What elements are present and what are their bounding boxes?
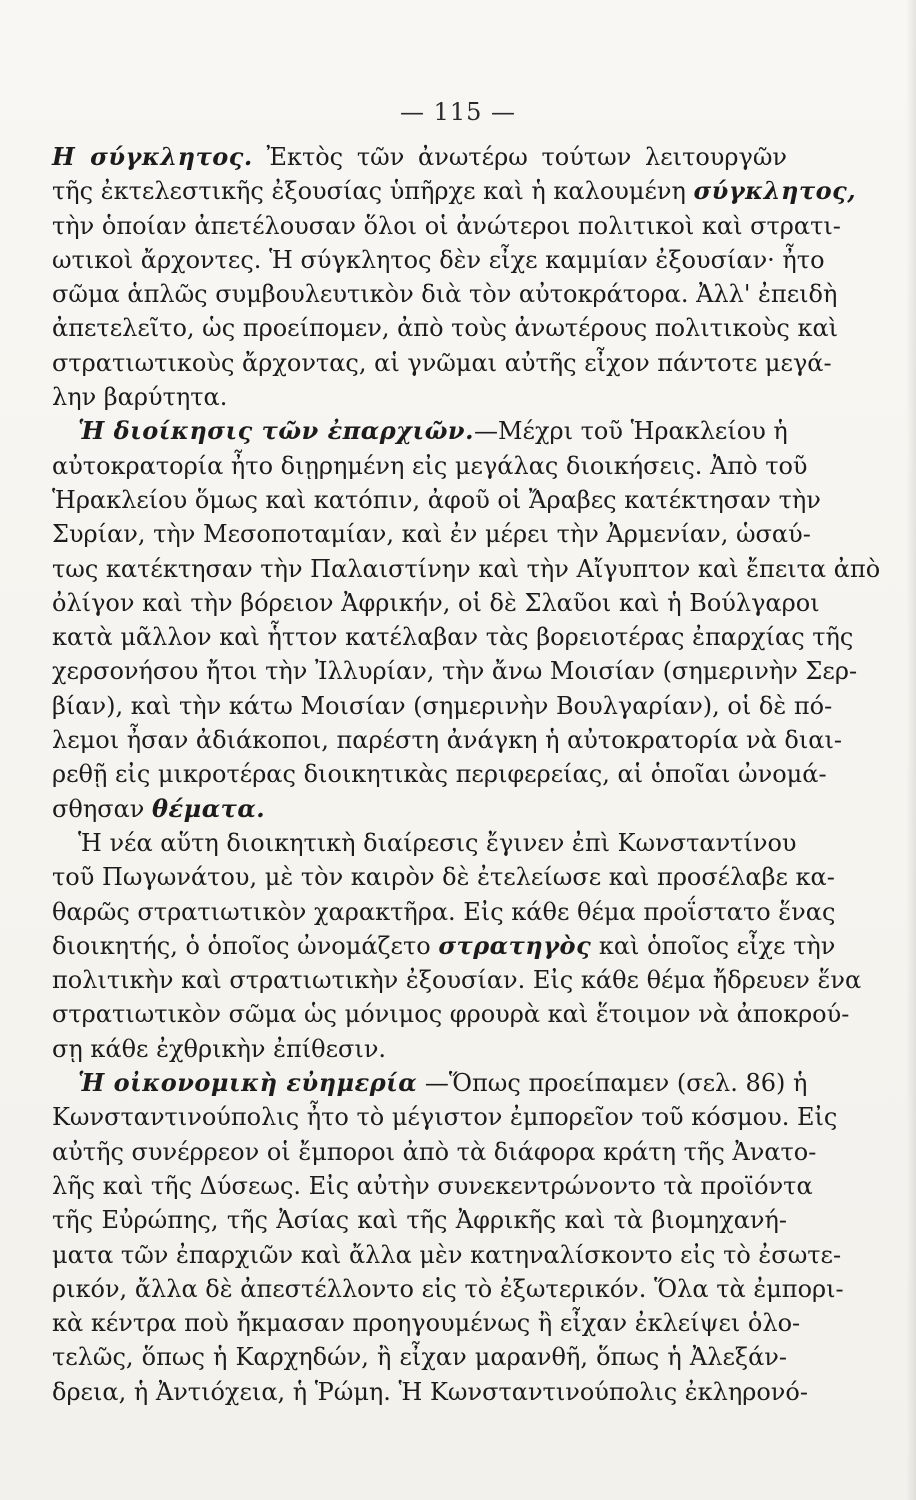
text-segment: —Μέχρι τοῦ Ἡρακλείου ἡ (473, 417, 788, 446)
text-segment: τοῦ Πωγωνάτου, μὲ τὸν καιρὸν δὲ ἐτελείωσε καὶ προσέλαβε κα- (52, 863, 835, 892)
page-body-text (52, 140, 881, 1409)
text-segment: ἀπετελεῖτο, ὡς προείπομεν, ἀπὸ τοὺς ἀνωτέρους πολιτικοὺς καὶ (52, 314, 839, 343)
text-line (52, 174, 857, 208)
text-segment: —Ὅπως προείπαμεν (σελ. 86) ἡ (417, 1069, 808, 1098)
text-segment: Ἐκτὸς τῶν ἀνωτέρω τούτων λειτουργῶν (252, 143, 787, 171)
text-line (52, 860, 835, 894)
text-line (52, 1032, 787, 1066)
text-line (52, 1238, 842, 1272)
text-line (52, 1169, 813, 1203)
text-segment: ωτικοὶ ἄρχοντες. Ἡ σύγκλητος δὲν εἶχε καμμίαν ἐξουσίαν· ἦτο (52, 245, 825, 274)
text-segment: λῆς καὶ τῆς Δύσεως. Εἰς αὐτὴν συνεκεντρώνοντο τὰ προϊόντα (52, 1171, 813, 1200)
text-segment: τὴν ὁποίαν ἀπετέλουσαν ὅλοι οἱ ἀνώτεροι πολιτικοὶ καὶ στρατι- (52, 211, 841, 240)
text-segment: δρεια, ἡ Ἀντιόχεια, ἡ Ῥώμη. Ἡ Κωνσταντινούπολις ἐκληρονό- (52, 1377, 808, 1406)
text-line (52, 209, 841, 243)
text-segment: τελῶς, ὅπως ἡ Καρχηδών, ἢ εἶχαν μαρανθῆ, ὅπως ἡ Ἀλεξάν- (52, 1343, 787, 1372)
text-segment: λην βαρύτητα. (52, 383, 228, 412)
text-line (52, 140, 787, 174)
text-segment: στρατιωτικοὺς ἄρχοντας, αἱ γνῶμαι αὐτῆς εἶχον πάντοτε μεγά- (52, 348, 832, 377)
text-line (52, 552, 881, 586)
text-segment: αὐτῆς συνέρρεον οἱ ἔμποροι ἀπὸ τὰ διάφορα κράτη τῆς Ἀνατο- (52, 1137, 817, 1166)
text-segment: ρικόν, ἄλλα δὲ ἀπεστέλλοντο εἰς τὸ ἐξωτερικόν. Ὅλα τὰ ἐμπορι- (52, 1274, 844, 1303)
bold-heading-text: στρατηγὸς (438, 930, 592, 960)
text-line (52, 1203, 787, 1237)
text-line (52, 654, 858, 688)
text-segment: ματα τῶν ἐπαρχιῶν καὶ ἄλλα μὲν κατηναλίσκοντο εἰς τὸ ἐσωτε- (52, 1240, 842, 1269)
text-segment: κατὰ μᾶλλον καὶ ἧττον κατέλαβαν τὰς βορειοτέρας ἐπαρχίας τῆς (52, 623, 854, 652)
text-segment: Ἡ νέα αὕτη διοικητικὴ διαίρεσις ἔγινεν ἐπὶ Κωνσταντίνου (78, 828, 797, 857)
text-line (52, 997, 850, 1031)
text-line (52, 1272, 844, 1306)
text-segment: διοικητής, ὁ ὁποῖος ὠνομάζετο (52, 931, 439, 960)
text-segment: καὶ ὁποῖος εἶχε τὴν (591, 931, 836, 960)
text-line (52, 620, 854, 654)
text-line (52, 243, 825, 277)
text-segment: σθησαν (52, 794, 153, 823)
text-segment: λεμοι ἦσαν ἀδιάκοποι, παρέστη ἀνάγκη ἡ αὐτοκρατορία νὰ διαι- (52, 726, 843, 755)
text-line (52, 1306, 801, 1340)
text-segment: τως κατέκτησαν τὴν Παλαιστίνην καὶ τὴν Αἴγυπτον καὶ ἔπειτα ἀπὸ (52, 554, 881, 583)
text-segment: σῃ κάθε ἐχθρικὴν ἐπίθεσιν. (52, 1034, 387, 1063)
bold-heading-text: Η σύγκλητος. (52, 142, 253, 171)
text-line (52, 380, 787, 414)
bold-heading-text: σύγκλητος, (693, 176, 857, 206)
text-line (52, 1066, 808, 1100)
text-line (52, 277, 838, 311)
text-line (52, 1100, 838, 1134)
text-segment: σῶμα ἁπλῶς συμβουλευτικὸν διὰ τὸν αὐτοκράτορα. Ἀλλ' ἐπειδὴ (52, 280, 838, 309)
text-segment: τῆς Εὐρώπης, τῆς Ἀσίας καὶ τῆς Ἀφρικῆς καὶ τὰ βιομηχανή- (52, 1206, 787, 1235)
text-segment: Συρίαν, τὴν Μεσοποταμίαν, καὶ ἐν μέρει τὴν Ἀρμενίαν, ὡσαύ- (52, 520, 811, 549)
page-number: — 115 — (399, 98, 517, 126)
text-segment: κὰ κέντρα ποὺ ἤκμασαν προηγουμένως ἢ εἶχαν ἐκλείψει ὁλο- (52, 1309, 801, 1338)
text-line (52, 895, 836, 929)
text-line (52, 1340, 787, 1374)
text-line (52, 792, 787, 826)
text-segment: στρατιωτικὸν σῶμα ὡς μόνιμος φρουρὰ καὶ ἕτοιμον νὰ ἀποκρού- (52, 1000, 850, 1029)
text-line (52, 414, 787, 448)
text-line (52, 449, 808, 483)
text-segment: ὀλίγον καὶ τὴν βόρειον Ἀφρικήν, οἱ δὲ Σλαῦοι καὶ ἡ Βούλγαροι (52, 588, 820, 617)
text-line (52, 346, 832, 380)
bold-heading-text: Ἡ οἰκονομικὴ εὐημερία (78, 1068, 418, 1098)
text-segment: χερσονήσου ἤτοι τὴν Ἰλλυρίαν, τὴν ἄνω Μοισίαν (σημερινὴν Σερ- (52, 657, 858, 686)
text-line (52, 723, 843, 757)
text-line (52, 1135, 817, 1169)
text-line (52, 757, 827, 791)
text-segment: αὐτοκρατορία ἦτο διῃρημένη εἰς μεγάλας διοικήσεις. Ἀπὸ τοῦ (52, 451, 808, 480)
text-line (52, 311, 839, 345)
bold-heading-text: Ἡ διοίκησις τῶν ἐπαρχιῶν. (78, 416, 474, 446)
text-line (52, 929, 836, 963)
text-line (52, 517, 811, 551)
text-line (52, 826, 797, 860)
text-segment: Κωνσταντινούπολις ἦτο τὸ μέγιστον ἐμπορεῖον τοῦ κόσμου. Εἰς (52, 1103, 838, 1132)
text-segment: θαρῶς στρατιωτικὸν χαρακτῆρα. Εἰς κάθε θέμα προΐστατο ἕνας (52, 897, 836, 926)
text-line (52, 483, 821, 517)
text-segment: βίαν), καὶ τὴν κάτω Μοισίαν (σημερινὴν Βουλγαρίαν), οἱ δὲ πό- (52, 691, 833, 720)
text-line (52, 586, 820, 620)
text-segment: πολιτικὴν καὶ στρατιωτικὴν ἐξουσίαν. Εἰς κάθε θέμα ἤδρευεν ἕνα (52, 966, 862, 995)
text-line (52, 1375, 808, 1409)
text-segment: τῆς ἐκτελεστικῆς ἐξουσίας ὑπῆρχε καὶ ἡ καλουμένη (52, 177, 694, 206)
text-line (52, 689, 833, 723)
text-segment: ρεθῇ εἰς μικροτέρας διοικητικὰς περιφερείας, αἱ ὁποῖαι ὠνομά- (52, 760, 827, 789)
scan-edge-shadow (906, 0, 916, 1500)
text-line (52, 963, 862, 997)
text-segment: Ἡρακλείου ὅμως καὶ κατόπιν, ἀφοῦ οἱ Ἄραβες κατέκτησαν τὴν (52, 485, 821, 514)
bold-heading-text: θέματα. (152, 793, 266, 823)
